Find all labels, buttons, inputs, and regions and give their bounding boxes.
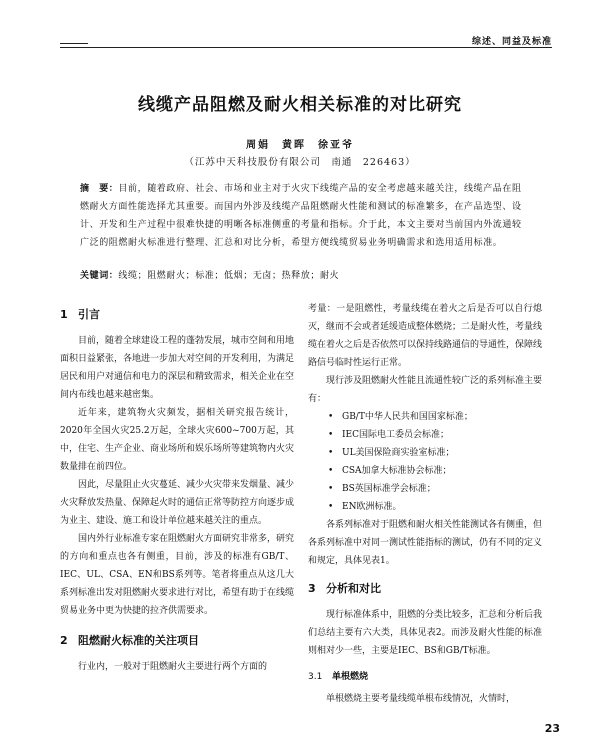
list-item: • IEC国际电工委员会标准；	[328, 426, 542, 444]
paragraph: 国内外行业标准专家在阻燃耐火方面研究非常多，研究的方向和重点也各有侧重，目前，涉及的标准有GB/T、IEC、UL、CSA、EN和BS系列等。笔者将重点从这几大系列标准出发对阻燃耐火要求进行对比，希望有助于在线缆贸易业务中更为快捷的拉齐供需要求。	[60, 534, 295, 616]
paragraph: 目前，随着全球建设工程的蓬勃发展，城市空间和用地面积日益紧张，各地进一步加大对空间的开发利用，为满足居民和用户对通信和电力的深层和精致需求，相关企业在空间内布线也越来越密集。	[60, 336, 295, 400]
section-number: 3	[308, 582, 316, 595]
paragraph: 单根燃烧主要考量线缆单根布线情况，火情时，	[326, 694, 516, 704]
paragraph: 因此，尽量阻止火灾蔓延、减少火灾带来发烟量、减少火灾释放发热量、保障起火时的通信正常等防控方向逐步成为业主、建设、施工和设计单位越来越关注的重点。	[60, 480, 295, 526]
abstract-text: 目前，随着政府、社会、市场和业主对于火灾下线缆产品的安全考虑越来越关注，线缆产品在阻燃耐火方面性能选择尤其重要。而国内外涉及线缆产品阻燃耐火性能和测试的标准繁多，在产品选型、设计、开发和生产过程中很难快捷的明晰各标准侧重的考量和指标。介于此，本文主要对当前国内外流通较广泛的阻燃耐火标准进行整理、汇总和对比分析，希望方便线缆贸易业务明确需求和选用适用标准。	[80, 184, 522, 248]
affiliation: （江苏中天科技股份有限公司 南通 226463）	[184, 157, 416, 168]
header-left-rule	[60, 43, 88, 44]
keywords-text: 线缆；阻燃耐火；标准；低烟；无卤；热释放；耐火	[118, 271, 340, 281]
section-heading-1	[60, 306, 294, 324]
authors: 周娟 黄晖 徐亚爷	[246, 140, 354, 151]
keywords-label: 关键词：	[80, 271, 119, 281]
abstract-label: 摘 要：	[80, 184, 119, 194]
section-number: 2	[60, 634, 68, 647]
paragraph: 现行涉及阻燃耐火性能且流通性较广泛的系列标准主要有：	[308, 376, 543, 404]
subsection-title: 单根燃烧	[332, 672, 369, 682]
section-title: 引言	[78, 308, 100, 321]
list-item: • CSA加拿大标准协会标准；	[328, 462, 542, 480]
paragraph: 考量：一是阻燃性，考量线缆在着火之后是否可以自行熄灭，继而不会或者延缓造成整体燃烧；二是耐火性，考量线缆在着火之后是否依然可以保持线路通信的导通性，保障线路信号临时性运行正常。	[308, 304, 543, 368]
page-number: 23	[544, 722, 560, 735]
paper-title: 线缆产品阻燃及耐火相关标准的对比研究	[138, 95, 462, 115]
paragraph: 各系列标准对于阻燃和耐火相关性能测试各有侧重，但各系列标准中对同一测试性能指标的测试，仍有不同的定义和规定，具体见表1。	[308, 520, 543, 566]
subsection-number: 3.1	[308, 672, 323, 682]
subsection-heading-3-1	[308, 668, 542, 686]
standards-list	[328, 408, 542, 516]
header-section-tag: 综述、同益及标准	[471, 37, 552, 47]
list-item: • BS英国标准学会标准；	[328, 480, 542, 498]
section-title: 分析和对比	[326, 582, 381, 595]
right-column	[308, 300, 542, 708]
paragraph: 近年来，建筑物火灾频发，据相关研究报告统计，2020年全国火灾25.2万起，全球火灾600~700万起，其中，住宅、生产企业、商业场所和娱乐场所等建筑物内火灾数量排在前四位。	[60, 408, 295, 472]
list-item: • UL美国保险商实验室标准；	[328, 444, 542, 462]
abstract	[80, 180, 522, 252]
header-rule	[60, 47, 552, 48]
left-column	[60, 300, 294, 676]
section-title: 阻燃耐火标准的关注项目	[78, 634, 199, 647]
running-header	[60, 34, 552, 48]
keywords	[80, 268, 522, 281]
list-item: • EN欧洲标准。	[328, 498, 542, 516]
section-heading-2	[60, 632, 294, 650]
paragraph: 行业内，一般对于阻燃耐火主要进行两个方面的	[78, 662, 268, 672]
paragraph: 现行标准体系中，阻燃的分类比较多，汇总和分析后我们总结主要有六大类，具体见表2。而涉及耐火性能的标准则相对少一些，主要是IEC、BS和GB/T标准。	[308, 610, 543, 656]
list-item: • GB/T中华人民共和国国家标准；	[328, 408, 542, 426]
section-heading-3	[308, 580, 542, 598]
section-number: 1	[60, 308, 68, 321]
